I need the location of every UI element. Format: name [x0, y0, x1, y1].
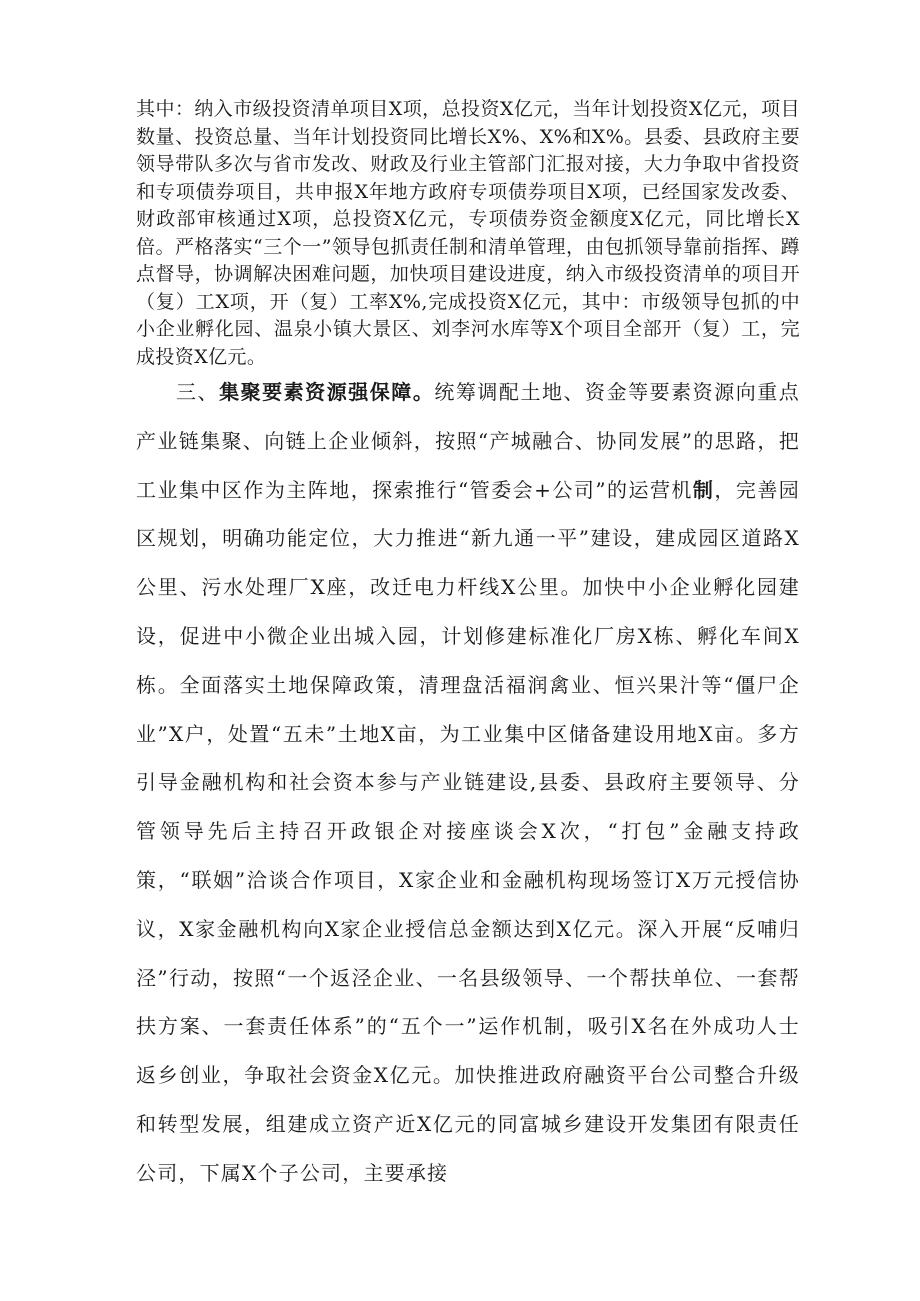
section-3-heading: 集聚要素资源强保障。: [219, 380, 435, 404]
paragraph-investment-projects: 其中：纳入市级投资清单项目X项，总投资X亿元，当年计划投资X亿元，项目数量、投资总量、当年计划投资同比增长X%、X%和X%。县委、县政府主要领导带队多次与省市发改、财政及行业主管部门汇报对接，大力争取中省投资和专项债券项目，共申报X年地方政府专项债券项目X项，已经国家发改委、财政部审核通过X项，总投资X亿元，专项债券资金额度X亿元，同比增长X倍。严格落实“三个一”领导包抓责任制和清单管理，由包抓领导靠前指挥、蹲点督导，协调解决困难问题，加快项目建设进度，纳入市级投资清单的项目开（复）工X项，开（复）工率X%,完成投资X亿元，其中：市级领导包抓的中小企业孵化园、温泉小镇大景区、刘李河水库等X个项目全部开（复）工，完成投资X亿元。: [136, 98, 800, 368]
section-3-body-part2: ，完善园区规划，明确功能定位，大力推进“新九通一平”建设，建成园区道路X公里、污水处理厂X座，改迁电力杆线X公里。加快中小企业孵化园建设，促进中小微企业出城入园，计划修建标准化厂房X栋、孵化车间X栋。全面落实土地保障政策，清理盘活福润禽业、恒兴果汁等“僵尸企业”X户，处置“五未”土地X亩，为工业集中区储备建设用地X亩。多方引导金融机构和社会资本参与产业链建设,县委、县政府主要领导、分管领导先后主持召开政银企对接座谈会X次，“打包”金融支持政策，“联姻”洽谈合作项目，X家企业和金融机构现场签订X万元授信协议，X家金融机构向X家企业授信总金额达到X亿元。深入开展“反哺归泾”行动，按照“一个返泾企业、一名县级领导、一个帮扶单位、一套帮扶方案、一套责任体系”的“五个一”运作机制，吸引X名在外成功人士返乡创业，争取社会资金X亿元。加快推进政府融资平台公司整合升级和转型发展，组建成立资产近X亿元的同富城乡建设开发集团有限责任公司，下属X个子公司，主要承接: [136, 477, 801, 1185]
paragraph-section-3: [136, 368, 800, 1198]
section-3-body-part1: 统筹调配土地、资金等要素资源向重点产业链集聚、向链上企业倾斜，按照“产城融合、协同发展”的思路，把工业集中区作为主阵地，探索推行“管委会+公司”的运营机: [136, 380, 800, 502]
section-3-number: 三、: [176, 380, 220, 404]
section-3-body-bold: 制: [692, 477, 715, 502]
